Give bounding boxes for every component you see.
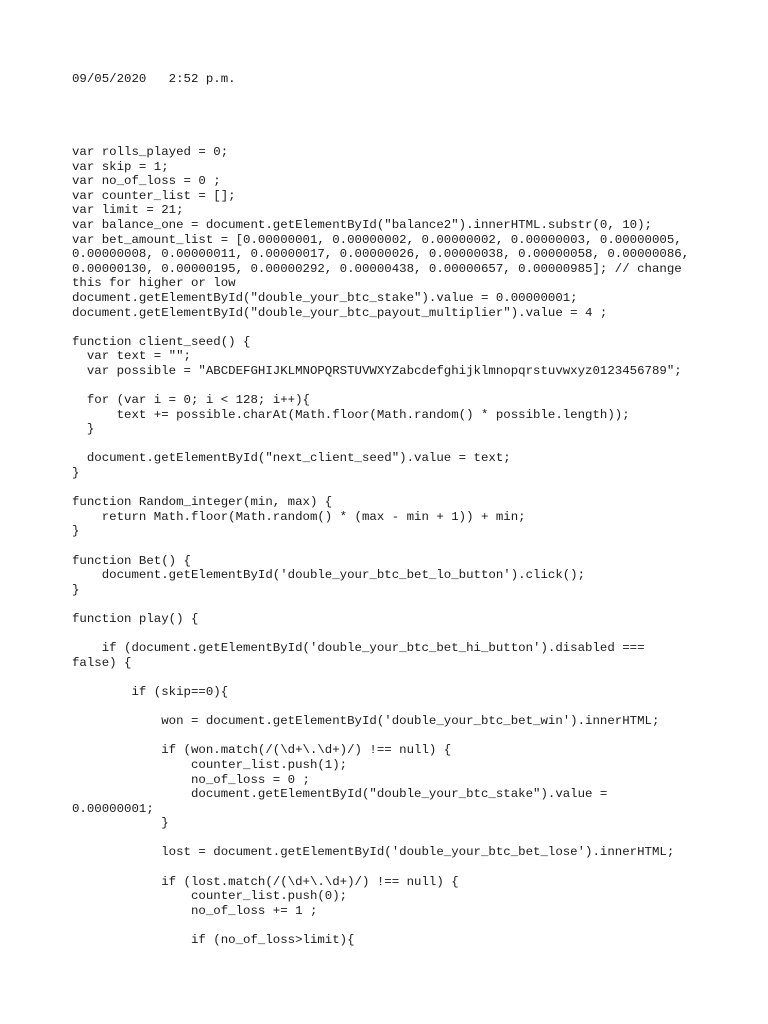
- code-line: var possible = "ABCDEFGHIJKLMNOPQRSTUVWXYZabcdefghijklmnopqrstuvwxyz0123456789";: [72, 363, 682, 378]
- code-line: if (lost.match(/(\d+\.\d+)/) !== null) {: [72, 874, 459, 889]
- code-line: [72, 116, 732, 131]
- code-line: [72, 700, 732, 715]
- code-line: }: [72, 422, 95, 437]
- code-line: var skip = 1;: [72, 159, 169, 174]
- code-line: if (won.match(/(\d+\.\d+)/) !== null) {: [72, 743, 452, 758]
- code-line: var balance_one = document.getElementById("balance2").innerHTML.substr(0, 10);: [72, 217, 652, 232]
- code-line: false) {: [72, 655, 132, 670]
- code-line: if (no_of_loss>limit){: [72, 933, 355, 948]
- code-line: text += possible.charAt(Math.floor(Math.random() * possible.length));: [72, 407, 630, 422]
- code-line: var no_of_loss = 0 ;: [72, 174, 221, 189]
- code-line: [72, 320, 732, 335]
- document-timestamp: 09/05/2020 2:52 p.m.: [72, 72, 236, 86]
- code-line: [72, 87, 732, 102]
- code-line: [72, 918, 732, 933]
- code-line: document.getElementById('double_your_btc_bet_lo_button').click();: [72, 568, 586, 583]
- code-line: [72, 860, 732, 875]
- code-line: var text = "";: [72, 349, 191, 364]
- code-line: [72, 670, 732, 685]
- code-line: var rolls_played = 0;: [72, 144, 229, 159]
- code-line: [72, 597, 732, 612]
- code-line: var counter_list = [];: [72, 188, 236, 203]
- code-line: [72, 437, 732, 452]
- code-line: var bet_amount_list = [0.00000001, 0.00000002, 0.00000002, 0.00000003, 0.00000005,: [72, 232, 682, 247]
- code-line: 0.00000008, 0.00000011, 0.00000017, 0.00000026, 0.00000038, 0.00000058, 0.00000086,: [72, 247, 690, 262]
- code-line: function play() {: [72, 611, 199, 626]
- code-line: }: [72, 816, 169, 831]
- code-line: function client_seed() {: [72, 334, 251, 349]
- code-line: var limit = 21;: [72, 203, 184, 218]
- code-line: [72, 539, 732, 554]
- code-line: }: [72, 582, 80, 597]
- code-listing: [72, 72, 732, 948]
- code-line: }: [72, 466, 80, 481]
- code-line: won = document.getElementById('double_your_btc_bet_win').innerHTML;: [72, 714, 660, 729]
- code-line: for (var i = 0; i < 128; i++){: [72, 393, 310, 408]
- code-line: 0.00000130, 0.00000195, 0.00000292, 0.00000438, 0.00000657, 0.00000985]; // change: [72, 261, 682, 276]
- code-line: document.getElementById("next_client_seed").value = text;: [72, 451, 511, 466]
- code-line: document.getElementById("double_your_btc_stake").value = 0.00000001;: [72, 290, 578, 305]
- code-line: [72, 101, 732, 116]
- code-line: [72, 378, 732, 393]
- code-line: [72, 130, 732, 145]
- code-line: document.getElementById("double_your_btc_payout_multiplier").value = 4 ;: [72, 305, 608, 320]
- code-line: 0.00000001;: [72, 801, 154, 816]
- code-line: this for higher or low: [72, 276, 236, 291]
- code-line: counter_list.push(1);: [72, 757, 348, 772]
- code-line: [72, 729, 732, 744]
- code-line: lost = document.getElementById('double_your_btc_bet_lose').innerHTML;: [72, 845, 675, 860]
- code-line: [72, 627, 732, 642]
- code-line: return Math.floor(Math.random() * (max - min + 1)) + min;: [72, 509, 526, 524]
- code-line: function Bet() {: [72, 553, 191, 568]
- code-line: [72, 481, 732, 496]
- code-line: no_of_loss += 1 ;: [72, 903, 318, 918]
- code-line: if (document.getElementById('double_your_btc_bet_hi_button').disabled ===: [72, 641, 645, 656]
- code-line: }: [72, 524, 80, 539]
- code-line: counter_list.push(0);: [72, 889, 348, 904]
- code-line: no_of_loss = 0 ;: [72, 772, 310, 787]
- code-line: if (skip==0){: [72, 684, 229, 699]
- code-line: document.getElementById("double_your_btc_stake").value =: [72, 787, 608, 802]
- code-line: [72, 831, 732, 846]
- code-line: function Random_integer(min, max) {: [72, 495, 333, 510]
